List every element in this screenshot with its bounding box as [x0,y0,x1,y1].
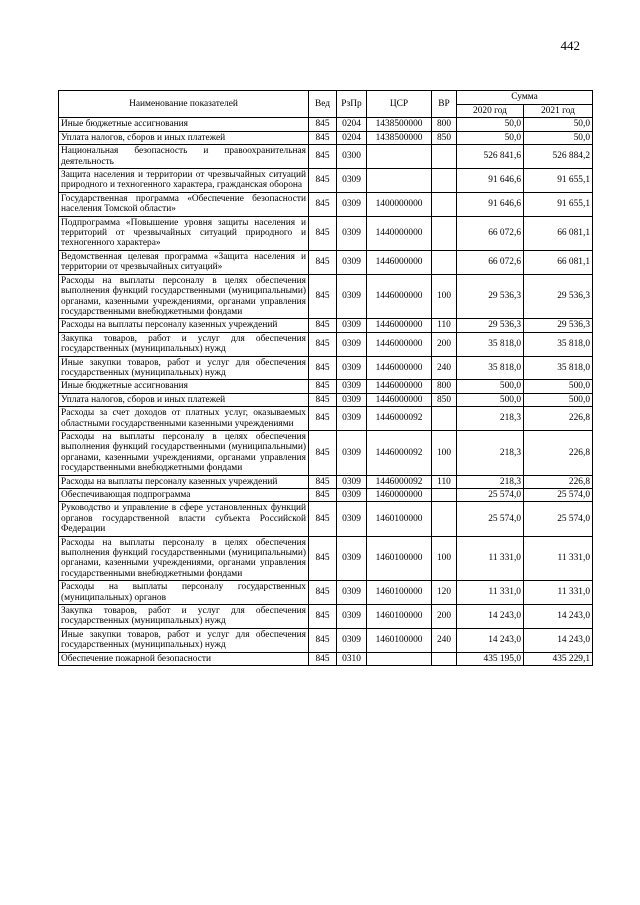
table-row [59,502,593,536]
cell-name: Закупка товаров, работ и услуг для обеспечения государственных (муниципальных) нужд [59,605,309,629]
cell-rzpr: 0309 [337,192,367,216]
cell-csr: 1438500000 [367,131,432,144]
cell-sum-2021: 226,8 [524,475,593,488]
cell-sum-2020: 218,3 [457,475,524,488]
cell-sum-2021: 14 243,0 [524,628,593,652]
cell-sum-2020: 91 646,6 [457,192,524,216]
cell-csr: 1460100000 [367,628,432,652]
cell-sum-2020: 50,0 [457,131,524,144]
cell-rzpr: 0309 [337,536,367,581]
table-row [59,274,593,319]
cell-sum-2021: 500,0 [524,380,593,393]
cell-vr [432,192,457,216]
cell-name: Обеспечение пожарной безопасности [59,652,309,665]
cell-rzpr: 0309 [337,380,367,393]
cell-ved: 845 [309,131,337,144]
cell-ved: 845 [309,407,337,431]
cell-name: Уплата налогов, сборов и иных платежей [59,393,309,406]
table-row [59,652,593,665]
cell-csr: 1446000000 [367,274,432,319]
header-year-2021: 2021 год [524,105,593,118]
cell-ved: 845 [309,605,337,629]
cell-csr: 1400000000 [367,192,432,216]
cell-vr [432,169,457,193]
table-row [59,131,593,144]
cell-name: Иные бюджетные ассигнования [59,380,309,393]
cell-csr: 1460100000 [367,502,432,536]
cell-ved: 845 [309,536,337,581]
cell-sum-2020: 91 646,6 [457,169,524,193]
cell-sum-2020: 500,0 [457,380,524,393]
cell-vr: 100 [432,536,457,581]
header-rzpr: РзПр [337,91,367,118]
cell-sum-2021: 35 818,0 [524,356,593,380]
cell-ved: 845 [309,332,337,356]
cell-sum-2021: 435 229,1 [524,652,593,665]
cell-rzpr: 0309 [337,319,367,332]
budget-table [58,90,593,666]
cell-rzpr: 0309 [337,332,367,356]
table-row [59,216,593,250]
cell-sum-2020: 66 072,6 [457,250,524,274]
table-row [59,380,593,393]
cell-ved: 845 [309,169,337,193]
cell-csr: 1438500000 [367,118,432,131]
cell-name: Национальная безопасность и правоохранительная деятельность [59,145,309,169]
header-sum: Сумма [457,91,593,105]
table-row [59,628,593,652]
cell-rzpr: 0309 [337,605,367,629]
table-row [59,489,593,502]
cell-rzpr: 0309 [337,216,367,250]
cell-csr: 1460100000 [367,536,432,581]
cell-vr: 850 [432,131,457,144]
cell-rzpr: 0309 [337,628,367,652]
header-ved: Вед [309,91,337,118]
cell-vr [432,489,457,502]
cell-csr [367,652,432,665]
cell-name: Расходы на выплаты персоналу казенных учреждений [59,475,309,488]
cell-rzpr: 0309 [337,430,367,475]
cell-ved: 845 [309,652,337,665]
cell-vr: 800 [432,118,457,131]
cell-vr: 110 [432,475,457,488]
table-body [59,118,593,666]
cell-sum-2020: 35 818,0 [457,356,524,380]
cell-sum-2021: 526 884,2 [524,145,593,169]
cell-ved: 845 [309,393,337,406]
table-row [59,581,593,605]
cell-sum-2020: 29 536,3 [457,319,524,332]
table-row [59,192,593,216]
cell-vr [432,502,457,536]
table-row [59,118,593,131]
cell-ved: 845 [309,356,337,380]
table-row [59,250,593,274]
cell-csr: 1446000000 [367,332,432,356]
cell-csr: 1446000000 [367,380,432,393]
cell-vr: 850 [432,393,457,406]
header-year-2020: 2020 год [457,105,524,118]
header-name: Наименование показателей [59,91,309,118]
cell-ved: 845 [309,581,337,605]
cell-name: Расходы на выплаты персоналу в целях обеспечения выполнения функций государственными (муниципальными) органами, казенными учреждениями, органами управления государственными внебюджетными фондами [59,536,309,581]
cell-name: Обеспечивающая подпрограмма [59,489,309,502]
cell-name: Руководство и управление в сфере установленных функций органов государственной власти субъекта Российской Федерации [59,502,309,536]
cell-ved: 845 [309,380,337,393]
cell-vr: 240 [432,356,457,380]
cell-sum-2021: 11 331,0 [524,536,593,581]
cell-csr: 1460000000 [367,489,432,502]
cell-csr [367,145,432,169]
cell-sum-2020: 25 574,0 [457,502,524,536]
cell-rzpr: 0309 [337,250,367,274]
table-row [59,332,593,356]
cell-vr: 110 [432,319,457,332]
cell-sum-2021: 226,8 [524,407,593,431]
table-row [59,605,593,629]
table-header [59,91,593,118]
cell-csr [367,169,432,193]
cell-sum-2020: 66 072,6 [457,216,524,250]
cell-sum-2020: 50,0 [457,118,524,131]
cell-sum-2021: 11 331,0 [524,581,593,605]
cell-name: Расходы на выплаты персоналу в целях обеспечения выполнения функций государственными (муниципальными) органами, казенными учреждениями, органами управления государственными внебюджетными фондами [59,430,309,475]
cell-ved: 845 [309,145,337,169]
cell-sum-2020: 11 331,0 [457,536,524,581]
cell-ved: 845 [309,192,337,216]
cell-rzpr: 0309 [337,489,367,502]
cell-name: Расходы на выплаты персоналу казенных учреждений [59,319,309,332]
cell-vr: 200 [432,332,457,356]
cell-sum-2020: 435 195,0 [457,652,524,665]
cell-ved: 845 [309,319,337,332]
cell-ved: 845 [309,628,337,652]
cell-sum-2021: 35 818,0 [524,332,593,356]
cell-sum-2020: 25 574,0 [457,489,524,502]
cell-name: Расходы за счет доходов от платных услуг, оказываемых областными государственными казенными учреждениями [59,407,309,431]
cell-name: Подпрограмма «Повышение уровня защиты населения и территорий от чрезвычайных ситуаций природного и техногенного характера» [59,216,309,250]
cell-rzpr: 0309 [337,169,367,193]
cell-vr: 100 [432,430,457,475]
cell-csr: 1446000092 [367,407,432,431]
table-row [59,407,593,431]
cell-ved: 845 [309,430,337,475]
cell-vr [432,652,457,665]
cell-name: Государственная программа «Обеспечение безопасности населения Томской области» [59,192,309,216]
cell-csr: 1446000000 [367,250,432,274]
cell-sum-2020: 526 841,6 [457,145,524,169]
cell-ved: 845 [309,489,337,502]
cell-csr: 1446000000 [367,319,432,332]
cell-sum-2021: 29 536,3 [524,274,593,319]
table-row [59,393,593,406]
cell-sum-2020: 500,0 [457,393,524,406]
cell-sum-2021: 25 574,0 [524,489,593,502]
header-csr: ЦСР [367,91,432,118]
cell-sum-2021: 91 655,1 [524,192,593,216]
cell-sum-2020: 11 331,0 [457,581,524,605]
cell-vr: 800 [432,380,457,393]
table-row [59,356,593,380]
cell-ved: 845 [309,250,337,274]
cell-ved: 845 [309,475,337,488]
cell-sum-2021: 50,0 [524,131,593,144]
cell-sum-2020: 14 243,0 [457,605,524,629]
table-row [59,319,593,332]
cell-rzpr: 0300 [337,145,367,169]
cell-ved: 845 [309,274,337,319]
cell-rzpr: 0309 [337,274,367,319]
cell-csr: 1446000000 [367,393,432,406]
cell-name: Закупка товаров, работ и услуг для обеспечения государственных (муниципальных) нужд [59,332,309,356]
cell-csr: 1460100000 [367,581,432,605]
cell-name: Иные закупки товаров, работ и услуг для обеспечения государственных (муниципальных) нужд [59,628,309,652]
cell-ved: 845 [309,118,337,131]
cell-sum-2021: 66 081,1 [524,216,593,250]
cell-rzpr: 0309 [337,475,367,488]
cell-vr [432,250,457,274]
cell-csr: 1446000000 [367,356,432,380]
cell-sum-2021: 66 081,1 [524,250,593,274]
cell-csr: 1460100000 [367,605,432,629]
cell-sum-2021: 226,8 [524,430,593,475]
cell-rzpr: 0309 [337,581,367,605]
cell-csr: 1446000092 [367,430,432,475]
cell-vr: 100 [432,274,457,319]
cell-sum-2020: 35 818,0 [457,332,524,356]
cell-sum-2020: 218,3 [457,430,524,475]
cell-rzpr: 0309 [337,502,367,536]
cell-csr: 1440000000 [367,216,432,250]
cell-rzpr: 0309 [337,356,367,380]
table-row [59,145,593,169]
cell-vr: 200 [432,605,457,629]
cell-vr [432,145,457,169]
cell-name: Иные бюджетные ассигнования [59,118,309,131]
cell-vr [432,407,457,431]
table-row [59,536,593,581]
table-row [59,475,593,488]
cell-ved: 845 [309,502,337,536]
cell-sum-2021: 29 536,3 [524,319,593,332]
cell-vr: 120 [432,581,457,605]
cell-sum-2020: 29 536,3 [457,274,524,319]
cell-sum-2020: 14 243,0 [457,628,524,652]
cell-sum-2021: 500,0 [524,393,593,406]
cell-rzpr: 0310 [337,652,367,665]
header-vr: ВР [432,91,457,118]
cell-sum-2021: 14 243,0 [524,605,593,629]
cell-name: Уплата налогов, сборов и иных платежей [59,131,309,144]
table-row [59,430,593,475]
cell-sum-2020: 218,3 [457,407,524,431]
cell-name: Ведомственная целевая программа «Защита населения и территории от чрезвычайных ситуаций» [59,250,309,274]
table-row [59,169,593,193]
cell-name: Иные закупки товаров, работ и услуг для обеспечения государственных (муниципальных) нужд [59,356,309,380]
cell-sum-2021: 91 655,1 [524,169,593,193]
cell-rzpr: 0204 [337,131,367,144]
cell-rzpr: 0309 [337,407,367,431]
cell-name: Расходы на выплаты персоналу в целях обеспечения выполнения функций государственными (муниципальными) органами, казенными учреждениями, органами управления государственными внебюджетными фондами [59,274,309,319]
cell-rzpr: 0204 [337,118,367,131]
cell-name: Защита населения и территории от чрезвычайных ситуаций природного и техногенного характера, гражданская оборона [59,169,309,193]
cell-sum-2021: 50,0 [524,118,593,131]
cell-name: Расходы на выплаты персоналу государственных (муниципальных) органов [59,581,309,605]
cell-rzpr: 0309 [337,393,367,406]
cell-vr [432,216,457,250]
cell-csr: 1446000092 [367,475,432,488]
cell-ved: 845 [309,216,337,250]
cell-vr: 240 [432,628,457,652]
page-number: 442 [560,38,580,53]
cell-sum-2021: 25 574,0 [524,502,593,536]
